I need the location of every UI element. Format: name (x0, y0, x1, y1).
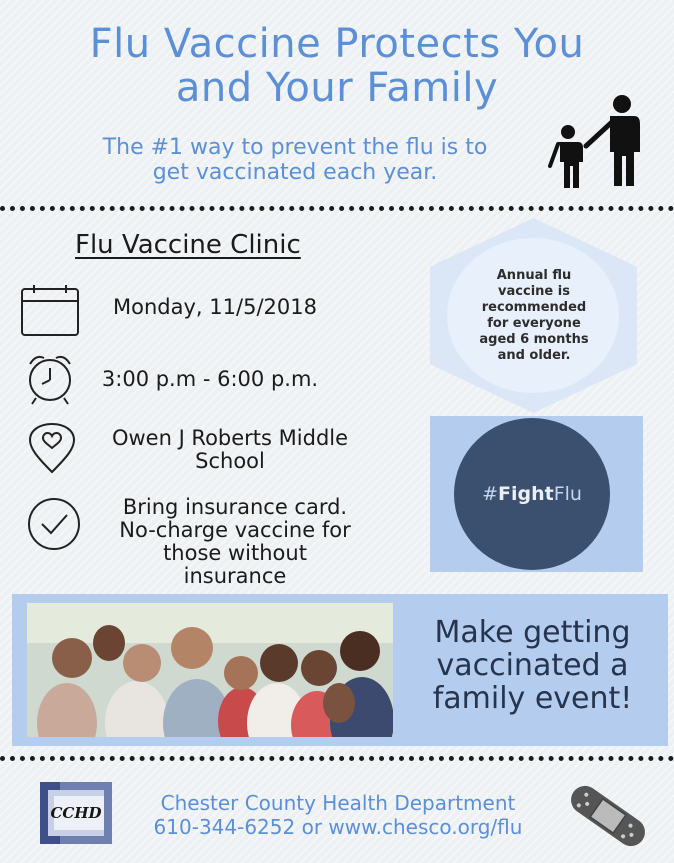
recommendation-line4: for everyone (487, 316, 581, 331)
hashtag-prefix: # (482, 483, 498, 505)
page-title-line1: Flu Vaccine Protects You (89, 21, 585, 67)
recommendation-line6: and older. (497, 348, 571, 363)
clinic-note-line3: those without (163, 541, 307, 565)
footer-org-name: Chester County Health Department (160, 791, 516, 815)
clinic-note-line4: insurance (183, 564, 287, 588)
page-title-line2: and Your Family (175, 65, 499, 111)
clinic-date: Monday, 11/5/2018 (113, 295, 317, 319)
subtitle-line1: The #1 way to prevent the flu is to (102, 135, 488, 160)
recommendation-text (462, 268, 606, 364)
recommendation-line2: vaccine is (498, 284, 570, 299)
cchd-logo-text: CCHD (50, 804, 102, 822)
footer-phone-web: 610-344-6252 or www.chesco.org/flu (153, 815, 523, 839)
clinic-location (90, 427, 370, 473)
alarm-clock-icon (18, 352, 82, 408)
hashtag-circle (454, 418, 610, 570)
clinic-location-line2: School (195, 449, 265, 473)
clinic-note-line2: No-charge vaccine for (119, 518, 351, 542)
parent-child-icon (546, 92, 642, 188)
clinic-note-line1: Bring insurance card. (122, 495, 348, 519)
calendar-icon (18, 283, 82, 339)
clinic-time: 3:00 p.m - 6:00 p.m. (101, 367, 319, 391)
recommendation-line5: aged 6 months (479, 332, 589, 347)
family-photo (27, 603, 393, 737)
recommendation-line3: recommended (481, 300, 587, 315)
bandage-icon (560, 780, 656, 852)
hashtag-bold: Fight (497, 483, 554, 505)
banner-line2: vaccinated a (436, 648, 629, 683)
subtitle (60, 135, 530, 185)
banner-message (405, 616, 660, 715)
banner-line1: Make getting (434, 615, 631, 650)
checkmark-icon (22, 496, 86, 552)
footer-contact (118, 791, 558, 839)
top-divider (0, 206, 674, 211)
bottom-divider (0, 756, 674, 761)
subtitle-line2: get vaccinated each year. (152, 160, 438, 185)
clinic-location-line1: Owen J Roberts Middle (111, 426, 349, 450)
banner-line3: family event! (432, 681, 633, 716)
recommendation-line1: Annual flu (496, 268, 572, 283)
hashtag-suffix: Flu (553, 483, 582, 505)
hashtag-text (482, 483, 582, 505)
clinic-title: Flu Vaccine Clinic (75, 230, 301, 260)
location-heart-icon (22, 420, 86, 476)
clinic-note (95, 496, 375, 588)
